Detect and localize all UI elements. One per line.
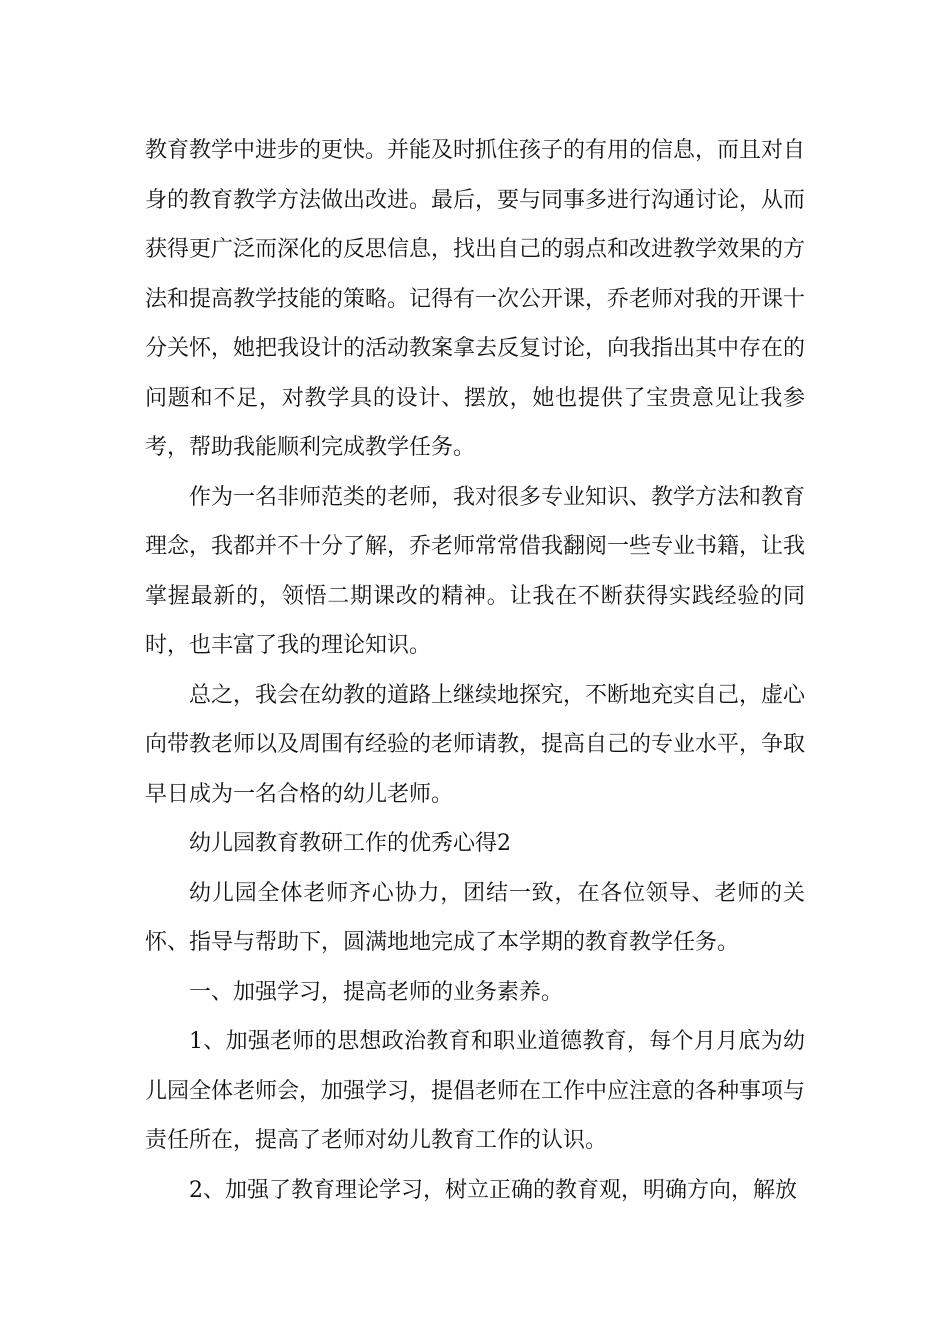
- paragraph-intro: 幼儿园全体老师齐心协力，团结一致，在各位领导、老师的关怀、指导与帮助下，圆满地地完成了本学期的教育教学任务。: [145, 880, 805, 955]
- list-item-2: 2、加强了教育理论学习，树立正确的教育观，明确方向，解放: [189, 1177, 797, 1203]
- section-heading-1: 一、加强学习，提高老师的业务素养。: [189, 979, 564, 1005]
- section-title: 幼儿园教育教研工作的优秀心得2: [189, 831, 511, 856]
- list-item-1: 1、加强老师的思想政治教育和职业道德教育，每个月月底为幼儿园全体老师会，加强学习，提倡老师在工作中应注意的各种事项与责任所在，提高了老师对幼儿教育工作的认识。: [145, 1029, 806, 1153]
- paragraph-reflection-continued: 教育教学中进步的更快。并能及时抓住孩子的有用的信息，而且对自身的教育教学方法做出改进。最后，要与同事多进行沟通讨论，从而获得更广泛而深化的反思信息，找出自己的弱点和改进教学效果的方法和提高教学技能的策略。记得有一次公开课，乔老师对我的开课十分关怀，她把我设计的活动教案拿去反复讨论，向我指出其中存在的问题和不足，对教学具的设计、摆放，她也提供了宝贵意见让我参考，帮助我能顺利完成教学任务。: [145, 138, 806, 460]
- paragraph-conclusion: 总之，我会在幼教的道路上继续地探究，不断地充实自己，虚心向带教老师以及周围有经验的老师请教，提高自己的专业水平，争取早日成为一名合格的幼儿老师。: [145, 682, 806, 807]
- paragraph-non-normal-teacher: 作为一名非师范类的老师，我对很多专业知识、教学方法和教育理念，我都并不十分了解，乔老师常常借我翻阅一些专业书籍，让我掌握最新的，领悟二期课改的精神。让我在不断获得实践经验的同时，也丰富了我的理论知识。: [145, 484, 806, 658]
- document-body: [145, 126, 805, 1215]
